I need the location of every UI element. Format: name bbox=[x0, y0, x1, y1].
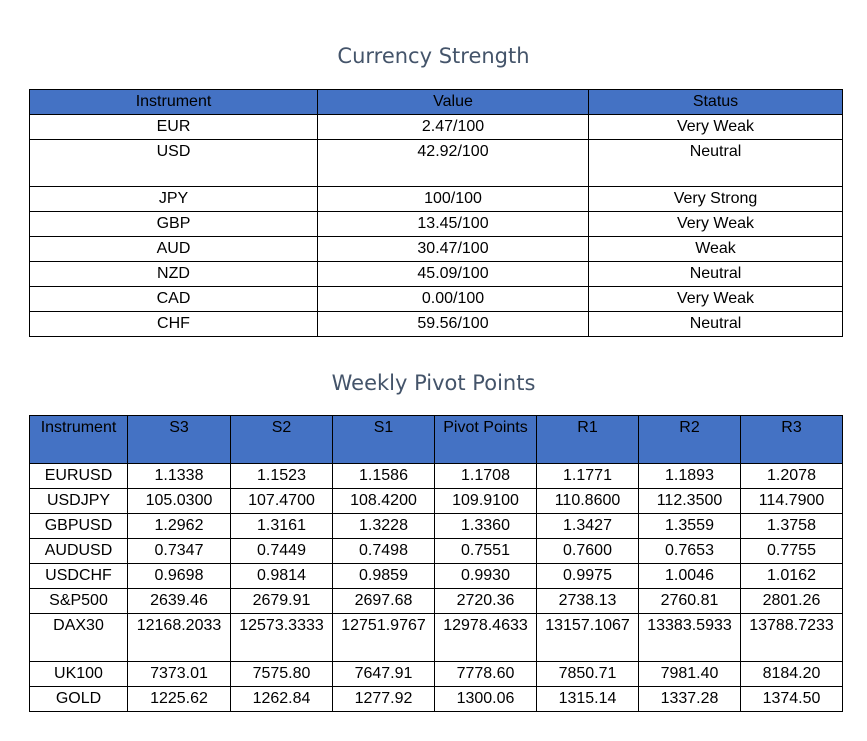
r3-cell: 0.7755 bbox=[741, 539, 843, 564]
instrument-cell: CHF bbox=[30, 312, 318, 337]
r3-cell: 2801.26 bbox=[741, 589, 843, 614]
s3-cell: 1.2962 bbox=[128, 514, 231, 539]
pivot-cell: 0.7551 bbox=[435, 539, 537, 564]
pivot-cell: 2720.36 bbox=[435, 589, 537, 614]
s1-cell: 0.9859 bbox=[333, 564, 435, 589]
s3-cell: 1225.62 bbox=[128, 687, 231, 712]
r2-cell: 1.0046 bbox=[639, 564, 741, 589]
table-row bbox=[30, 464, 843, 489]
header-r1: R1 bbox=[537, 416, 639, 464]
s2-cell: 107.4700 bbox=[231, 489, 333, 514]
s3-cell: 7373.01 bbox=[128, 662, 231, 687]
r1-cell: 7850.71 bbox=[537, 662, 639, 687]
r3-cell: 1.0162 bbox=[741, 564, 843, 589]
instrument-cell: JPY bbox=[30, 187, 318, 212]
value-cell: 100/100 bbox=[318, 187, 589, 212]
r2-cell: 0.7653 bbox=[639, 539, 741, 564]
s2-cell: 7575.80 bbox=[231, 662, 333, 687]
table-row bbox=[30, 687, 843, 712]
pivot-cell: 12978.4633 bbox=[435, 614, 537, 662]
weekly-pivot-points-table bbox=[29, 415, 843, 712]
pivot-cell: 1.3360 bbox=[435, 514, 537, 539]
table-header-row bbox=[30, 90, 843, 115]
header-r3: R3 bbox=[741, 416, 843, 464]
instrument-cell: DAX30 bbox=[30, 614, 128, 662]
s2-cell: 1262.84 bbox=[231, 687, 333, 712]
r3-cell: 13788.7233 bbox=[741, 614, 843, 662]
header-status: Status bbox=[589, 90, 843, 115]
instrument-cell: GBP bbox=[30, 212, 318, 237]
header-s2: S2 bbox=[231, 416, 333, 464]
table-row bbox=[30, 564, 843, 589]
table-row bbox=[30, 589, 843, 614]
s1-cell: 1.1586 bbox=[333, 464, 435, 489]
r1-cell: 1.1771 bbox=[537, 464, 639, 489]
table-row bbox=[30, 187, 843, 212]
table-row bbox=[30, 514, 843, 539]
status-cell: Very Strong bbox=[589, 187, 843, 212]
s3-cell: 12168.2033 bbox=[128, 614, 231, 662]
value-cell: 45.09/100 bbox=[318, 262, 589, 287]
instrument-cell: EUR bbox=[30, 115, 318, 140]
pivot-cell: 109.9100 bbox=[435, 489, 537, 514]
r3-cell: 1374.50 bbox=[741, 687, 843, 712]
header-instrument: Instrument bbox=[30, 416, 128, 464]
table-row bbox=[30, 237, 843, 262]
s2-cell: 1.3161 bbox=[231, 514, 333, 539]
status-cell: Very Weak bbox=[589, 212, 843, 237]
pivot-cell: 1.1708 bbox=[435, 464, 537, 489]
s1-cell: 7647.91 bbox=[333, 662, 435, 687]
r1-cell: 1.3427 bbox=[537, 514, 639, 539]
instrument-cell: NZD bbox=[30, 262, 318, 287]
header-value: Value bbox=[318, 90, 589, 115]
r2-cell: 2760.81 bbox=[639, 589, 741, 614]
r1-cell: 0.7600 bbox=[537, 539, 639, 564]
table-row bbox=[30, 115, 843, 140]
value-cell: 13.45/100 bbox=[318, 212, 589, 237]
value-cell: 2.47/100 bbox=[318, 115, 589, 140]
instrument-cell: AUDUSD bbox=[30, 539, 128, 564]
s2-cell: 12573.3333 bbox=[231, 614, 333, 662]
instrument-cell: AUD bbox=[30, 237, 318, 262]
s3-cell: 105.0300 bbox=[128, 489, 231, 514]
s2-cell: 2679.91 bbox=[231, 589, 333, 614]
instrument-cell: UK100 bbox=[30, 662, 128, 687]
table-row bbox=[30, 140, 843, 187]
r2-cell: 112.3500 bbox=[639, 489, 741, 514]
r2-cell: 1337.28 bbox=[639, 687, 741, 712]
r1-cell: 0.9975 bbox=[537, 564, 639, 589]
value-cell: 0.00/100 bbox=[318, 287, 589, 312]
instrument-cell: GOLD bbox=[30, 687, 128, 712]
status-cell: Neutral bbox=[589, 262, 843, 287]
r3-cell: 114.7900 bbox=[741, 489, 843, 514]
s1-cell: 12751.9767 bbox=[333, 614, 435, 662]
value-cell: 59.56/100 bbox=[318, 312, 589, 337]
table-row bbox=[30, 489, 843, 514]
value-cell: 42.92/100 bbox=[318, 140, 589, 187]
value-cell: 30.47/100 bbox=[318, 237, 589, 262]
instrument-cell: USDCHF bbox=[30, 564, 128, 589]
header-r2: R2 bbox=[639, 416, 741, 464]
currency-strength-title: Currency Strength bbox=[337, 44, 530, 68]
r3-cell: 1.3758 bbox=[741, 514, 843, 539]
instrument-cell: CAD bbox=[30, 287, 318, 312]
header-s3: S3 bbox=[128, 416, 231, 464]
s1-cell: 2697.68 bbox=[333, 589, 435, 614]
r1-cell: 1315.14 bbox=[537, 687, 639, 712]
s3-cell: 1.1338 bbox=[128, 464, 231, 489]
s1-cell: 0.7498 bbox=[333, 539, 435, 564]
r3-cell: 1.2078 bbox=[741, 464, 843, 489]
s2-cell: 0.9814 bbox=[231, 564, 333, 589]
s2-cell: 0.7449 bbox=[231, 539, 333, 564]
r3-cell: 8184.20 bbox=[741, 662, 843, 687]
table-row bbox=[30, 212, 843, 237]
table-row bbox=[30, 312, 843, 337]
table-row bbox=[30, 662, 843, 687]
s1-cell: 1.3228 bbox=[333, 514, 435, 539]
r1-cell: 2738.13 bbox=[537, 589, 639, 614]
status-cell: Very Weak bbox=[589, 287, 843, 312]
table-row bbox=[30, 614, 843, 662]
r1-cell: 110.8600 bbox=[537, 489, 639, 514]
pivot-cell: 7778.60 bbox=[435, 662, 537, 687]
instrument-cell: USDJPY bbox=[30, 489, 128, 514]
table-row bbox=[30, 539, 843, 564]
pivot-cell: 1300.06 bbox=[435, 687, 537, 712]
r2-cell: 1.3559 bbox=[639, 514, 741, 539]
r2-cell: 7981.40 bbox=[639, 662, 741, 687]
s3-cell: 2639.46 bbox=[128, 589, 231, 614]
table-row bbox=[30, 262, 843, 287]
r2-cell: 1.1893 bbox=[639, 464, 741, 489]
status-cell: Neutral bbox=[589, 312, 843, 337]
header-s1: S1 bbox=[333, 416, 435, 464]
currency-strength-table bbox=[29, 89, 843, 337]
table-row bbox=[30, 287, 843, 312]
s2-cell: 1.1523 bbox=[231, 464, 333, 489]
instrument-cell: GBPUSD bbox=[30, 514, 128, 539]
instrument-cell: EURUSD bbox=[30, 464, 128, 489]
r1-cell: 13157.1067 bbox=[537, 614, 639, 662]
table-header-row bbox=[30, 416, 843, 464]
instrument-cell: USD bbox=[30, 140, 318, 187]
s1-cell: 1277.92 bbox=[333, 687, 435, 712]
status-cell: Weak bbox=[589, 237, 843, 262]
weekly-pivot-points-title: Weekly Pivot Points bbox=[331, 371, 536, 395]
header-instrument: Instrument bbox=[30, 90, 318, 115]
status-cell: Very Weak bbox=[589, 115, 843, 140]
s3-cell: 0.7347 bbox=[128, 539, 231, 564]
r2-cell: 13383.5933 bbox=[639, 614, 741, 662]
s3-cell: 0.9698 bbox=[128, 564, 231, 589]
s1-cell: 108.4200 bbox=[333, 489, 435, 514]
status-cell: Neutral bbox=[589, 140, 843, 187]
header-pivot-points: Pivot Points bbox=[435, 416, 537, 464]
pivot-cell: 0.9930 bbox=[435, 564, 537, 589]
instrument-cell: S&P500 bbox=[30, 589, 128, 614]
